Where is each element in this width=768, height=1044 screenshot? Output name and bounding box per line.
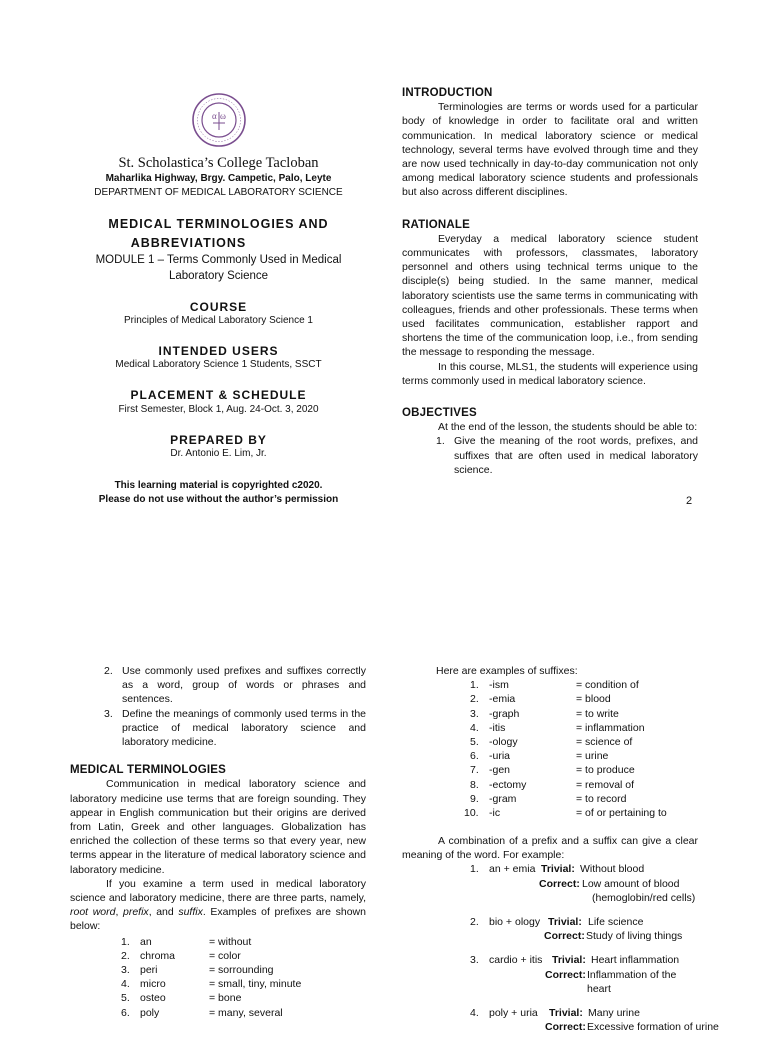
college-name: St. Scholastica’s College Tacloban (118, 155, 319, 171)
objectives-lead: At the end of the lesson, the students should be able to: (438, 421, 698, 434)
copyright-line2: Please do not use without the author’s permission (98, 494, 339, 506)
module-title: MODULE 1 – Terms Commonly Used in Medical Laboratory Science (95, 254, 342, 282)
prefix-row: 6. poly = many, several (121, 1006, 283, 1019)
college-logo (191, 92, 247, 148)
example-item: 1. an + emia Trivial: Without blood Correct: Low amount of blood (hemoglobin/red cells) (470, 863, 696, 904)
rationale-paragraph-2: In this course, MLS1, the students will experience using terms commonly used in medical laboratory science. (402, 360, 698, 387)
suffix-row: 7. -gen = to produce (470, 764, 635, 777)
objective-text: Use commonly used prefixes and suffixes correctly as a word, group of words or phrases and sentences. (122, 665, 366, 706)
department-name: DEPARTMENT OF MEDICAL LABORATORY SCIENCE (94, 187, 343, 198)
college-seal-icon (191, 92, 247, 148)
objective-item (104, 707, 366, 750)
medical-terminologies-heading: MEDICAL TERMINOLOGIES (70, 764, 227, 777)
prefix-row: 4. micro = small, tiny, minute (121, 978, 302, 991)
example-list (402, 862, 719, 1034)
rationale-heading: RATIONALE (402, 218, 471, 231)
suffix-row: 5. -ology = science of (470, 735, 633, 748)
placement-value: First Semester, Block 1, Aug. 24-Oct. 3, 2020 (118, 403, 319, 415)
page2-left-column (70, 664, 366, 1020)
page-number: 2 (686, 495, 693, 507)
rationale-paragraph-1: Everyday a medical laboratory science student communicates with professors, classmates, laboratory personnel and others using technical terms unique to the disciple(s) being studied. In the same manner, medical laboratory scientists use the same terms in communicating with colleagues, friends and other professionals. These terms when used facilitates communication, establisher rapport and shortens the time of the communication loop, i.e., from sending the message to responding the message. (402, 232, 698, 359)
introduction-heading: INTRODUCTION (402, 87, 493, 99)
suffix-row: 2. -emia = blood (470, 693, 611, 706)
prefix-row: 1. an = without (121, 935, 252, 948)
suffix-lead: Here are examples of suffixes: (436, 665, 578, 677)
course-value: Principles of Medical Laboratory Science 1 (124, 315, 313, 327)
medical-terminologies-paragraph-2: If you examine a term used in medical laboratory science and laboratory medicine, there are three parts, namely, root word, prefix, and suffix. Examples of prefixes are shown below: (70, 877, 366, 933)
svg-text:α: α (211, 111, 217, 121)
prefix-row: 5. osteo = bone (121, 992, 242, 1005)
suffix-row: 4. -itis = inflammation (470, 721, 645, 734)
objectives-heading: OBJECTIVES (402, 407, 477, 420)
prefix-row: 2. chroma = color (121, 949, 241, 962)
objective-number: 3. (104, 707, 113, 720)
suffix-row: 8. -ectomy = removal of (470, 778, 635, 791)
objective-number: 1. (436, 435, 445, 448)
example-item: 2. bio + ology Trivial: Life science Correct: Study of living things (470, 916, 683, 943)
medical-terminologies-paragraph-1: Communication in medical laboratory science and laboratory medicine use terms that are foreign sounding. They appear in English communication but their origins are derived from Latin, Greek and other languages. Globalization has enriched the collection of these terms so that every year, new terms appear in the literature of medical laboratory science and laboratory medicine. (70, 778, 366, 876)
placement-heading: PLACEMENT & SCHEDULE (130, 388, 307, 403)
intended-users-heading: INTENDED USERS (158, 344, 279, 359)
prefix-row: 3. peri = sorrounding (121, 964, 274, 977)
page2-right-column (402, 664, 719, 1044)
objective-text: Give the meaning of the root words, prefixes, and suffixes that are often used in medical laboratory science. (454, 435, 698, 476)
course-heading: COURSE (189, 300, 248, 314)
cover-page (70, 92, 367, 508)
objective-item (104, 664, 366, 707)
introduction-text: Terminologies are terms or words used for a particular body of knowledge in order to facilitate oral and written communication. In medical laboratory science or medical technology, several terms have evolved through time and they are now used technically in day-to-day communication not only among medical laboratory science students and professionals but also across different disciplines. (402, 101, 698, 199)
prepared-by-value: Dr. Antonio E. Lim, Jr. (170, 447, 267, 459)
objective-number: 2. (104, 665, 113, 677)
copyright-line1: This learning material is copyrighted c2020. (114, 479, 323, 491)
document-title-line1: MEDICAL TERMINOLOGIES AND (108, 217, 329, 231)
suffix-row: 9. -gram = to record (470, 792, 627, 805)
intended-users-value: Medical Laboratory Science 1 Students, SSCT (115, 359, 322, 371)
suffix-row: 3. -graph = to write (470, 707, 619, 720)
suffix-row: 6. -uria = urine (470, 750, 609, 763)
document-title-line2: ABBREVIATIONS (130, 236, 247, 250)
college-address: Maharlika Highway, Brgy. Campetic, Palo, Leyte (105, 173, 332, 184)
combination-lead: A combination of a prefix and a suffix can give a clear meaning of the word. For example: (402, 835, 698, 862)
suffix-row: 1. -ism = condition of (470, 679, 639, 692)
suffix-list (402, 678, 698, 820)
page1-right-column (402, 86, 698, 477)
example-item: 3. cardio + itis Trivial: Heart inflammation Correct: Inflammation of the heart (470, 954, 680, 995)
objective-item (436, 434, 698, 477)
prepared-by-heading: PREPARED BY (170, 432, 267, 447)
suffix-row: 10. -ic = of or pertaining to (464, 806, 667, 819)
prefix-list (70, 935, 366, 1020)
objective-text: Define the meanings of commonly used terms in the practice of medical laboratory science and laboratory medicine. (122, 707, 366, 749)
example-item: 4. poly + uria Trivial: Many urine Correct: Excessive formation of urine (470, 1006, 719, 1034)
svg-text:ω: ω (219, 111, 226, 121)
